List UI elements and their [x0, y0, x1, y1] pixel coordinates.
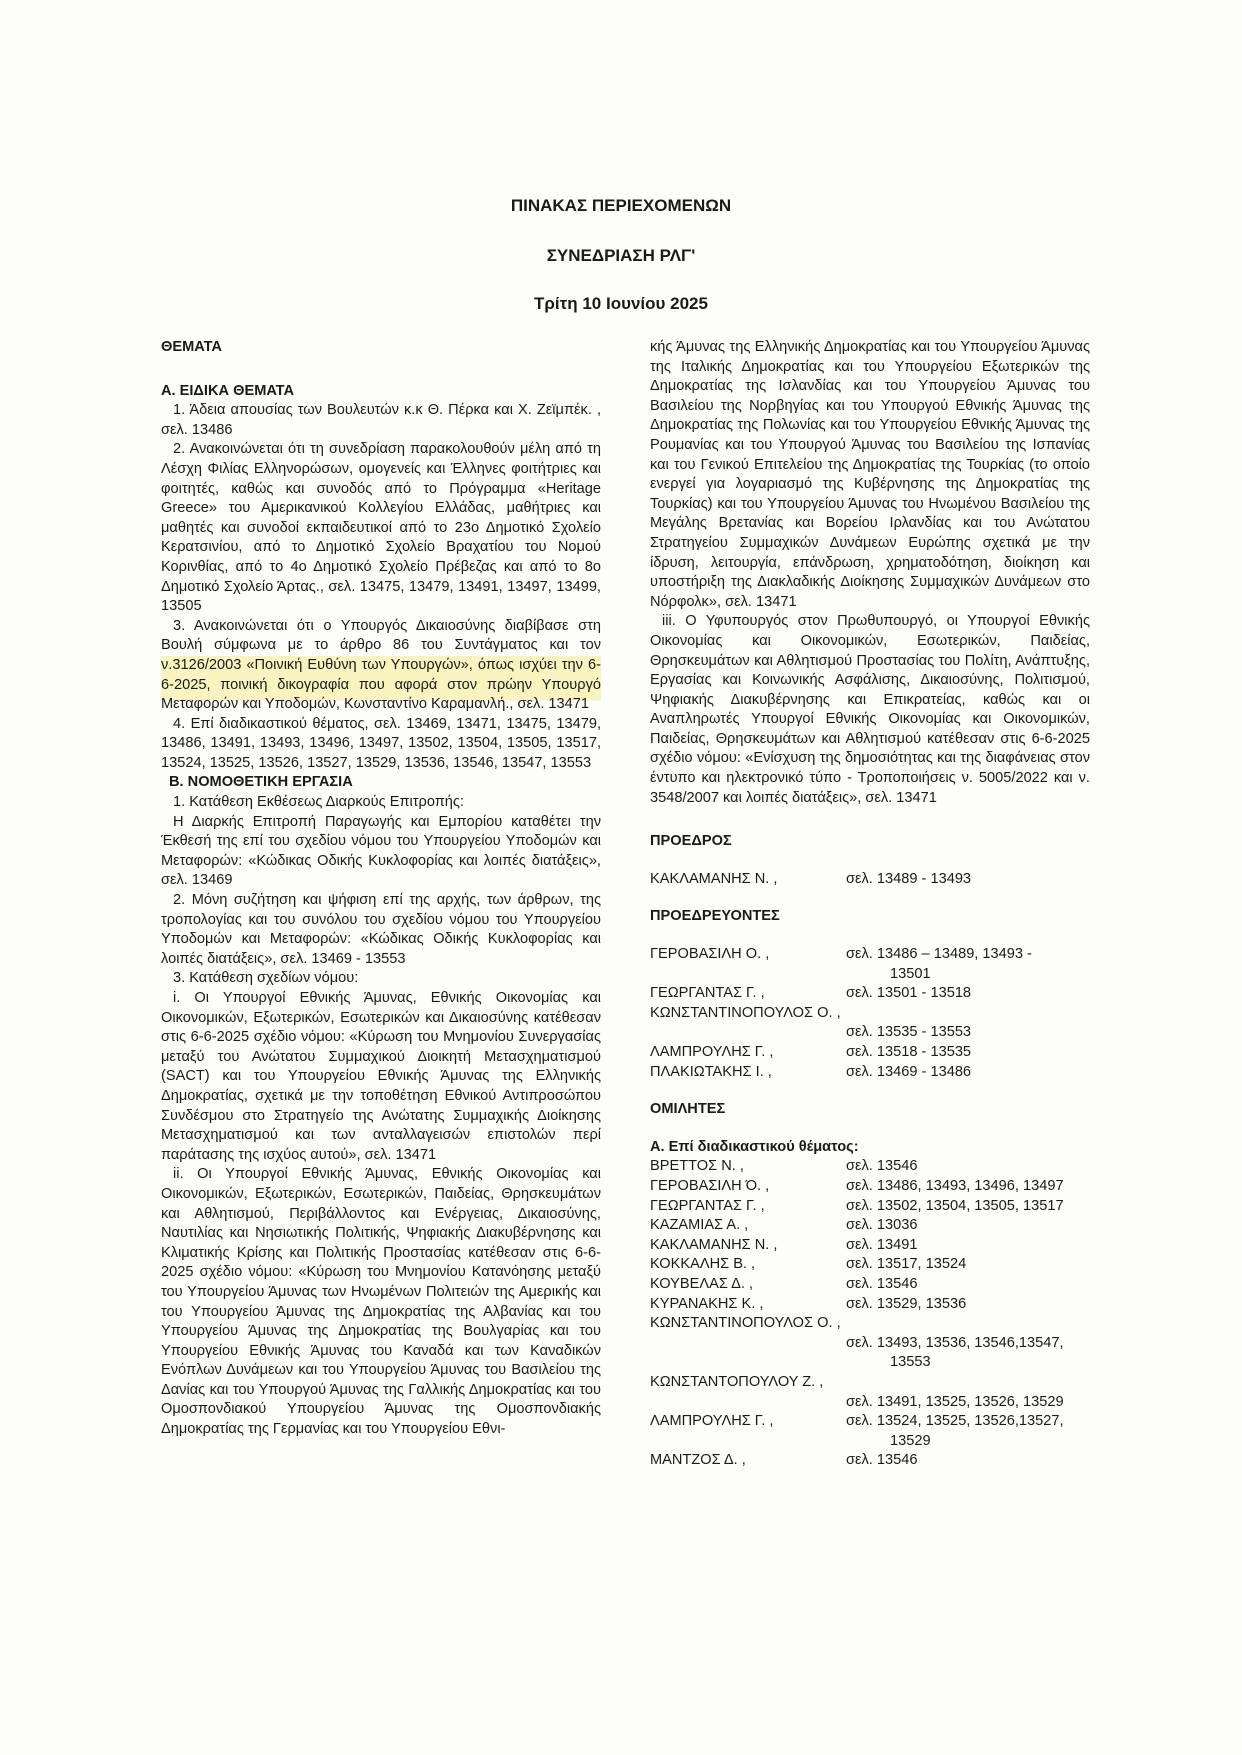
page-refs-continued: 13529 — [890, 1432, 931, 1449]
page-refs: σελ. 13517, 13524 — [846, 1256, 967, 1273]
page-refs: σελ. 13501 - 13518 — [846, 985, 972, 1002]
special-topics-heading: Α. ΕΙΔΙΚΑ ΘΕΜΑΤΑ — [161, 382, 295, 399]
page-refs: σελ. 13493, 13536, 13546,13547, — [846, 1334, 1064, 1351]
person-name: ΚΩΝΣΤΑΝΤΙΝΟΠΟΥΛΟΣ Ο. , — [650, 1315, 841, 1332]
person-name: ΚΩΝΣΤΑΝΤΟΠΟΥΛΟΥ Ζ. , — [650, 1373, 824, 1390]
person-name: ΚΩΝΣΤΑΝΤΙΝΟΠΟΥΛΟΣ Ο. , — [650, 1004, 841, 1021]
page-refs: σελ. 13529, 13536 — [846, 1295, 967, 1312]
page-refs: σελ. 13546 — [846, 1275, 918, 1292]
session-date: Τρίτη 10 Ιουνίου 2025 — [534, 294, 708, 313]
special-item-2: 2. Ανακοινώνεται ότι τη συνεδρίαση παρακολουθούν μέλη από τη Λέσχη Φιλίας Ελληνορώσων, ομογενείς και Έλληνες φοιτήτριες και φοιτητές, καθώς και συνοδός από το Πρόγραμμα «Heritage Greece» του Αμερικανικού Κολλεγίου Ελλάδας, μαθήτριες και μαθητές και συνοδοί εκπαιδευτικοί από το 23ο Δημοτικό Σχολείο Κερατσινίου, από το Δημοτικό Σχολείο Βραχατίου του Νομού Κορινθίας, από το 4ο Δημοτικό Σχολείο Πρέβεζας και από το 8ο Δημοτικό Σχολείο Άρτας., σελ. 13475, 13479, 13491, 13497, 13499, 13505 — [161, 441, 601, 615]
legislative-item-3-i: i. Οι Υπουργοί Εθνικής Άμυνας, Εθνικής Οικονομίας και Οικονομικών, Εξωτερικών, Εσωτερικών και Δικαιοσύνης κατέθεσαν στις 6-6-2025 σχέδιο νόμου: «Κύρωση του Μνημονίου Συνεργασίας μεταξύ του Ανώτατου Συμμαχικού Διοικητή Μετασχηματισμού (SACT) και του Υπουργείου Εθνικής Άμυνας της Ελληνικής Δημοκρατίας, σχετικά με την τοποθέτηση Εθνικού Αντιπροσώπου Συνδέσμου στο Στρατηγείο της Ανώτατης Συμμαχικής Διοίκησης Μετασχηματισμού και των ανταλλαγεισών επιστολών περί παράτασης της ισχύος αυτού», σελ. 13471 — [161, 990, 601, 1163]
page-refs-continued: 13553 — [890, 1354, 931, 1371]
legislative-item-1: 1. Κατάθεση Εκθέσεως Διαρκούς Επιτροπής: — [173, 794, 465, 811]
right-column — [650, 338, 1090, 1471]
page-refs: σελ. 13491 — [846, 1236, 918, 1253]
page-refs: σελ. 13489 - 13493 — [846, 870, 972, 887]
legislative-item-3-iii: iii. Ο Υφυπουργός στον Πρωθυπουργό, οι Υπουργοί Εθνικής Οικονομίας και Οικονομικών, Εσωτερικών, Παιδείας, Θρησκευμάτων και Αθλητισμού Προστασίας του Πολίτη, Ανάπτυξης, Εργασίας και Κοινωνικής Ασφάλισης, Δικαιοσύνης, Πολιτισμού, Ψηφιακής Διακυβέρνησης και Επικρατείας, καθώς και οι Αναπληρωτές Υπουργοί Εθνικής Οικονομίας και Οικονομικών, Παιδείας, Θρησκευμάτων και Αθλητισμού κατέθεσαν στις 6-6-2025 σχέδιο νόμου: «Ενίσχυση της δημοσιότητας και της διαφάνειας στον έντυπο και ηλεκτρονικό τύπο - Τροποποιήσεις ν. 5005/2022 και ν. 3548/2007 και λοιπές διατάξεις», σελ. 13471 — [650, 613, 1090, 806]
legislative-item-1-text: Η Διαρκής Επιτροπή Παραγωγής και Εμπορίου καταθέτει την Έκθεσή της επί του σχεδίου νόμου του Υπουργείου Υποδομών και Μεταφορών: «Κώδικας Οδικής Κυκλοφορίας και λοιπές διατάξεις», σελ. 13469 — [161, 813, 601, 889]
legislative-item-3: 3. Κατάθεση σχεδίων νόμου: — [173, 970, 359, 987]
page-refs: σελ. 13518 - 13535 — [846, 1044, 972, 1060]
page-refs: σελ. 13036 — [846, 1217, 918, 1234]
speaker-row — [650, 1295, 1090, 1315]
presiding-row — [650, 945, 1090, 984]
legislative-item-2: 2. Μόνη συζήτηση και ψήφιση επί της αρχής, των άρθρων, της τροπολογίας και του συνόλου του σχεδίου νόμου του Υπουργείου Υποδομών και Μεταφορών: «Κώδικας Οδικής Κυκλοφορίας και λοιπές διατάξεις», σελ. 13469 - 13553 — [161, 892, 601, 967]
person-name: ΚΟΥΒΕΛΑΣ Δ. , — [650, 1275, 754, 1292]
page-refs: σελ. 13469 - 13486 — [846, 1063, 972, 1080]
person-name: ΚΑΚΛΑΜΑΝΗΣ Ν. , — [650, 870, 778, 887]
left-column — [161, 338, 601, 1440]
special-item-4: 4. Επί διαδικαστικού θέματος, σελ. 13469, 13471, 13475, 13479, 13486, 13491, 13493, 13496, 13497, 13502, 13504, 13505, 13517, 13524, 13525, 13526, 13527, 13529, 13536, 13546, 13547, 13553 — [161, 715, 601, 771]
speaker-row — [650, 1255, 1090, 1275]
presiding-row — [650, 1043, 1090, 1063]
person-name: ΜΑΝΤΖΟΣ Δ. , — [650, 1452, 746, 1469]
person-name: ΓΕΩΡΓΑΝΤΑΣ Γ. , — [650, 985, 765, 1002]
person-name: ΓΕΩΡΓΑΝΤΑΣ Γ. , — [650, 1197, 765, 1214]
person-name: ΓΕΡΟΒΑΣΙΛΗ Ο. , — [650, 946, 770, 963]
person-name: ΛΑΜΠΡΟΥΛΗΣ Γ. , — [650, 1413, 774, 1430]
person-name: ΛΑΜΠΡΟΥΛΗΣ Γ. , — [650, 1044, 774, 1060]
speaker-row — [650, 1197, 1090, 1217]
presiding-heading: ΠΡΟΕΔΡΕΥΟΝΤΕΣ — [650, 908, 780, 925]
presiding-row — [650, 984, 1090, 1004]
special-item-3-highlighted: 3. Ανακοινώνεται ότι ο Υπουργός Δικαιοσύνης διαβίβασε στη Βουλή σύμφωνα με το άρθρο 86 του Συντάγματος και τον ν.3126/2003 «Ποινική Ευθύνη των Υπουργών», όπως ισχύει την 6-6-2025, ποινική δικογραφία που αφορά στον πρώην Υπουργό Μεταφορών και Υποδομών, Κωνσταντίνο Καραμανλή., σελ. 13471 — [161, 617, 601, 715]
person-name: ΚΑΚΛΑΜΑΝΗΣ Ν. , — [650, 1236, 778, 1253]
page-refs: σελ. 13491, 13525, 13526, 13529 — [846, 1393, 1064, 1410]
legislative-item-3-ii: ii. Οι Υπουργοί Εθνικής Άμυνας, Εθνικής Οικονομίας και Οικονομικών, Εξωτερικών, Εσωτερικών, Παιδείας, Θρησκευμάτων και Αθλητισμού, Περιβάλλοντος και Ενέργειας, Δικαιοσύνης, Ναυτιλίας και Νησιωτικής Πολιτικής, Ψηφιακής Διακυβέρνησης και Κλιματικής Κρίσης και Πολιτικής Προστασίας κατέθεσαν στις 6-6-2025 σχέδιο νόμου: «Κύρωση του Μνημονίου Κατανόησης μεταξύ του Υπουργείου Άμυνας των Ηνωμένων Πολιτειών της Αμερικής και του Υπουργείου Άμυνας της Δημοκρατίας της Αλβανίας και του Υπουργείου Άμυνας της Δημοκρατίας της Βουλγαρίας και του Υπουργείου Εθνικής Άμυνας του Καναδά και των Καναδικών Ενόπλων Δυνάμεων και του Υπουργείου Άμυνας του Βασιλείου της Δανίας και του Υπουργού Άμυνας της Γαλλικής Δημοκρατίας και του Ομοσπονδιακού Υπουργείου Άμυνας της Ομοσπονδιακής Δημοκρατίας της Γερμανίας και του Υπουργείου Εθνι- — [161, 1166, 601, 1438]
presiding-row — [650, 1063, 1090, 1083]
person-name: ΠΛΑΚΙΩΤΑΚΗΣ Ι. , — [650, 1063, 772, 1080]
procedural-speakers-heading: Α. Επί διαδικαστικού θέματος: — [650, 1138, 859, 1155]
speaker-row — [650, 1451, 1090, 1471]
session-number: ΣΥΝΕΔΡΙΑΣΗ ΡΛΓ' — [546, 246, 696, 265]
speaker-row — [650, 1275, 1090, 1295]
page-refs: σελ. 13535 - 13553 — [846, 1024, 972, 1041]
person-name: ΚΟΚΚΑΛΗΣ Β. , — [650, 1256, 756, 1273]
president-heading: ΠΡΟΕΔΡΟΣ — [650, 833, 732, 850]
speaker-row — [650, 1157, 1090, 1177]
document-title: ΠΙΝΑΚΑΣ ΠΕΡΙΕΧΟΜΕΝΩΝ — [510, 196, 732, 215]
speaker-row — [650, 1236, 1090, 1256]
legislative-item-3-ii-continued: κής Άμυνας της Ελληνικής Δημοκρατίας και του Υπουργείου Άμυνας της Ιταλικής Δημοκρατίας και του Υπουργείου Εξωτερικών της Δημοκρατίας της Ισλανδίας και του Υπουργείου Άμυνας του Βασιλείου της Νορβηγίας και του Υπουργού Εθνικής Άμυνας της Δημοκρατίας της Πολωνίας και του Υπουργείου Εθνικής Άμυνας της Ρουμανίας και του Υπουργού Άμυνας του Βασιλείου της Ισπανίας και του Γενικού Επιτελείου της Δημοκρατίας της Τουρκίας (το οποίο ενεργεί για λογαριασμό της Κυβέρνησης της Δημοκρατίας της Τουρκίας) και του Υπουργείου Άμυνας του Ηνωμένου Βασιλείου της Μεγάλης Βρετανίας και Βορείου Ιρλανδίας και του Ανώτατου Στρατηγείου Συμμαχικών Δυνάμεων Ευρώπης σχετικά με την ίδρυση, λειτουργία, επάνδρωση, χρηματοδότηση, διοίκηση και υποστήριξη της Διακλαδικής Διοίκησης Συμμαχικών Δυνάμεων στο Νόρφολκ», σελ. 13471 — [650, 339, 1090, 610]
page-refs: σελ. 13524, 13525, 13526,13527, — [846, 1413, 1064, 1430]
person-name: ΒΡΕΤΤΟΣ Ν. , — [650, 1158, 744, 1175]
speaker-row — [650, 1216, 1090, 1236]
page-refs-continued: 13501 — [890, 965, 931, 982]
page-refs: σελ. 13546 — [846, 1158, 918, 1175]
speakers-heading: ΟΜΙΛΗΤΕΣ — [650, 1101, 726, 1118]
page-refs: σελ. 13546 — [846, 1452, 918, 1469]
person-name: ΚΑΖΑΜΙΑΣ Α. , — [650, 1217, 749, 1234]
speaker-row — [650, 1177, 1090, 1197]
page-refs: σελ. 13502, 13504, 13505, 13517 — [846, 1197, 1064, 1214]
president-row — [650, 870, 1090, 890]
themata-heading: ΘΕΜΑΤΑ — [161, 339, 222, 355]
legislative-heading: Β. ΝΟΜΟΘΕΤΙΚΗ ΕΡΓΑΣΙΑ — [169, 774, 353, 791]
page-refs: σελ. 13486, 13493, 13496, 13497 — [846, 1177, 1064, 1194]
speaker-row — [650, 1412, 1090, 1451]
page-refs: σελ. 13486 – 13489, 13493 - — [846, 946, 1032, 963]
person-name: ΚΥΡΑΝΑΚΗΣ Κ. , — [650, 1295, 764, 1312]
special-item-1: 1. Άδεια απουσίας των Βουλευτών κ.κ Θ. Πέρκα και Χ. Ζεϊμπέκ. , σελ. 13486 — [161, 402, 601, 438]
person-name: ΓΕΡΟΒΑΣΙΛΗ Ό. , — [650, 1177, 770, 1194]
